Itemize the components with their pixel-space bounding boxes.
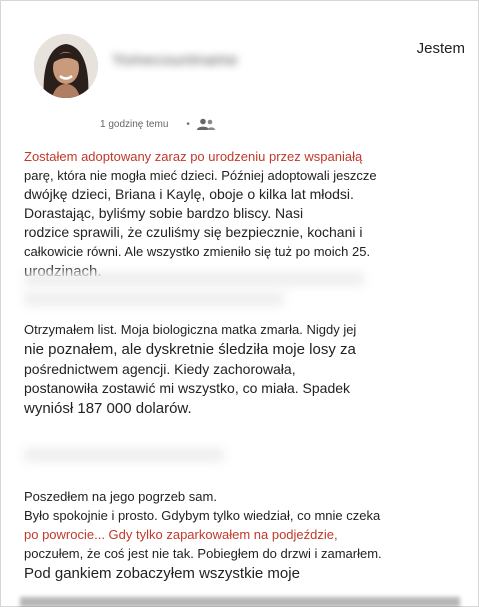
author-name[interactable]: Yomecountname [112,52,238,69]
text-line: Pod gankiem zobaczyłem wszystkie moje [24,565,300,582]
cut-off-text [20,597,460,607]
avatar[interactable] [34,34,98,98]
blurred-placeholder [24,292,284,306]
separator-dot: • [186,118,190,130]
blurred-placeholder [24,448,224,462]
text-line: pośrednictwem agencji. Kiedy zachorowała, [24,361,296,377]
text-line: parę, która nie mogła mieć dzieci. Później adoptowali jeszcze [24,168,377,183]
text-line: nie poznałem, ale dyskretnie śledziła moje losy za [24,341,356,358]
post-meta [100,118,216,130]
text-line: wyniósł 187 000 dolarów. [24,400,192,417]
text-line: Dorastając, byliśmy sobie bardzo bliscy. Nasi [24,205,304,221]
text-line: Było spokojnie i prosto. Gdybym tylko wiedział, co mnie czeka [24,508,381,523]
text-line: Zostałem adoptowany zaraz po urodzeniu przez wspaniałą [24,149,363,164]
blurred-placeholder [24,272,364,286]
jestem-label[interactable]: Jestem [416,40,465,57]
timestamp: 1 godzinę temu [100,118,169,130]
post-paragraph-1 [24,147,464,283]
text-line: całkowicie równi. Ale wszystko zmieniło się tuż po moich 25. [24,244,371,259]
text-line: postanowiła zostawić mi wszystko, co miała. Spadek [24,380,351,396]
text-line: rodzice sprawili, że czuliśmy się bezpiecznie, kochani i [24,224,363,240]
text-line: Poszedłem na jego pogrzeb sam. [24,489,217,504]
post-paragraph-3 [24,487,464,584]
text-line: Otrzymałem list. Moja biologiczna matka zmarła. Nigdy jej [24,322,357,337]
text-line: dwójkę dzieci, Briana i Kaylę, oboje o kilka lat młodsi. [24,186,354,202]
text-line: po powrocie... Gdy tylko zaparkowałem na podjeździe, [24,527,338,542]
post-paragraph-2 [24,320,464,419]
text-line: poczułem, że coś jest nie tak. Pobiegłem do drzwi i zamarłem. [24,546,382,561]
people-icon [196,118,216,130]
